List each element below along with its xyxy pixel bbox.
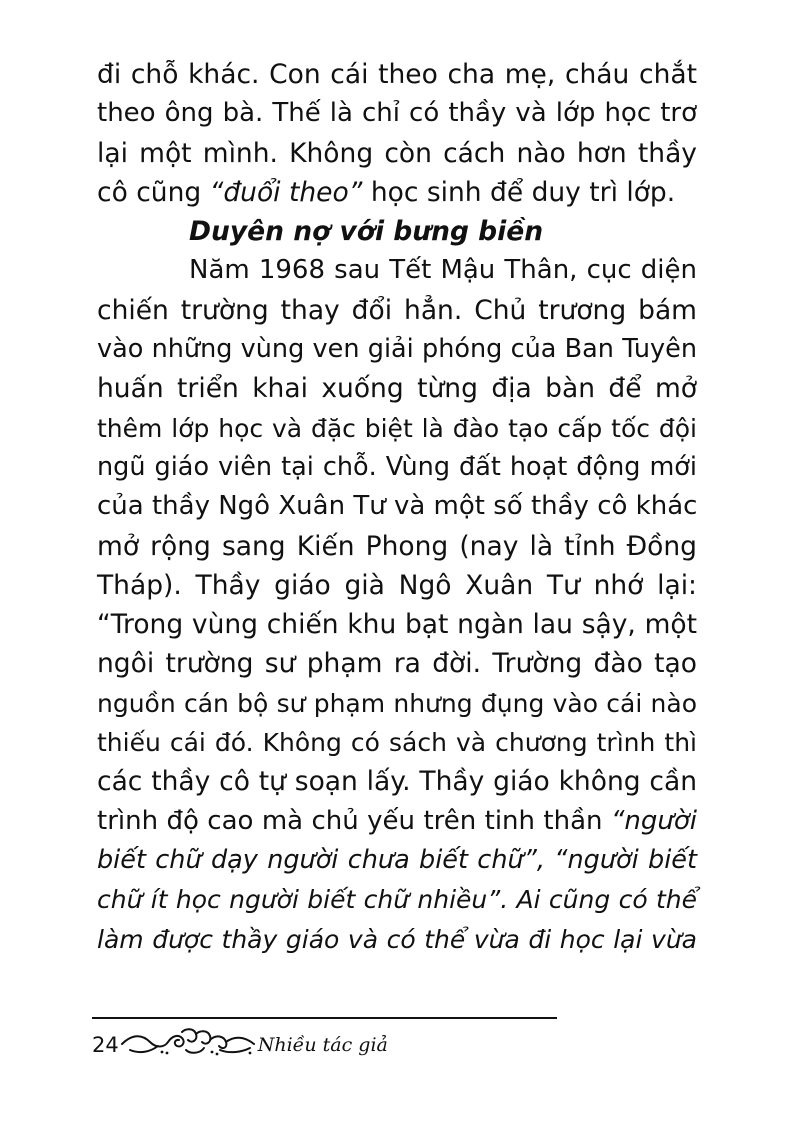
running-title: Nhiều tác giả [257, 1034, 388, 1056]
paragraph-line: theo ông bà. Thế là chỉ có thầy và lớp học trơ [97, 98, 697, 129]
paragraph-line: các thầy cô tự soạn lấy. Thầy giáo không cần [97, 766, 697, 798]
paragraph-line [97, 173, 697, 212]
paragraph-line: của thầy Ngô Xuân Tư và một số thầy cô khác [97, 491, 698, 522]
paragraph-line: đi chỗ khác. Con cái theo cha mẹ, cháu chắt [97, 59, 697, 90]
paragraph-line: ngũ giáo viên tại chỗ. Vùng đất hoạt động mới [97, 451, 697, 482]
page-footer [92, 1025, 388, 1065]
italic-quote: “đuổi theo” [209, 176, 363, 208]
italic-quote-line: làm được thầy giáo và có thể vừa đi học lại vừa [97, 924, 697, 954]
floral-ornament-icon [120, 1028, 256, 1062]
italic-quote-line: biết chữ dạy người chưa biết chữ”, “người biết [97, 844, 697, 875]
paragraph-line: “Trong vùng chiến khu bạt ngàn lau sậy, một [97, 609, 697, 641]
paragraph-line: chiến trường thay đổi hẳn. Chủ trương bám [97, 294, 697, 326]
footer-rule [92, 1017, 557, 1019]
paragraph-line: thêm lớp học và đặc biệt là đào tạo cấp tốc đội [97, 413, 697, 443]
paragraph-line: thiếu cái đó. Không có sách và chương trình thì [97, 728, 697, 758]
page-number: 24 [92, 1033, 119, 1057]
section-heading: Duyên nợ với bưng biền [189, 216, 544, 248]
text-run: cô cũng [97, 176, 210, 208]
italic-quote-line: chữ ít học người biết chữ nhiều”. Ai cũng có thể [97, 885, 697, 915]
paragraph-line: ngôi trường sư phạm ra đời. Trường đào tạo [97, 648, 697, 680]
paragraph-line: Năm 1968 sau Tết Mậu Thân, cục diện [189, 255, 697, 286]
paragraph-line: huấn triển khai xuống từng địa bàn để mở [97, 373, 697, 405]
paragraph-line: nguồn cán bộ sư phạm nhưng đụng vào cái nào [97, 688, 697, 718]
text-run: trình độ cao mà chủ yếu trên tinh thần [97, 805, 611, 836]
paragraph-line: vào những vùng ven giải phóng của Ban Tuyên [97, 334, 697, 365]
paragraph-line [97, 802, 697, 841]
text-run: học sinh để duy trì lớp. [362, 176, 676, 208]
paragraph-line: lại một mình. Không còn cách nào hơn thầy [97, 137, 697, 169]
italic-quote: “người [610, 805, 697, 836]
page-body [97, 55, 697, 959]
paragraph-line: mở rộng sang Kiến Phong (nay là tỉnh Đồng [97, 530, 697, 562]
paragraph-line: Tháp). Thầy giáo già Ngô Xuân Tư nhớ lại: [97, 569, 697, 601]
